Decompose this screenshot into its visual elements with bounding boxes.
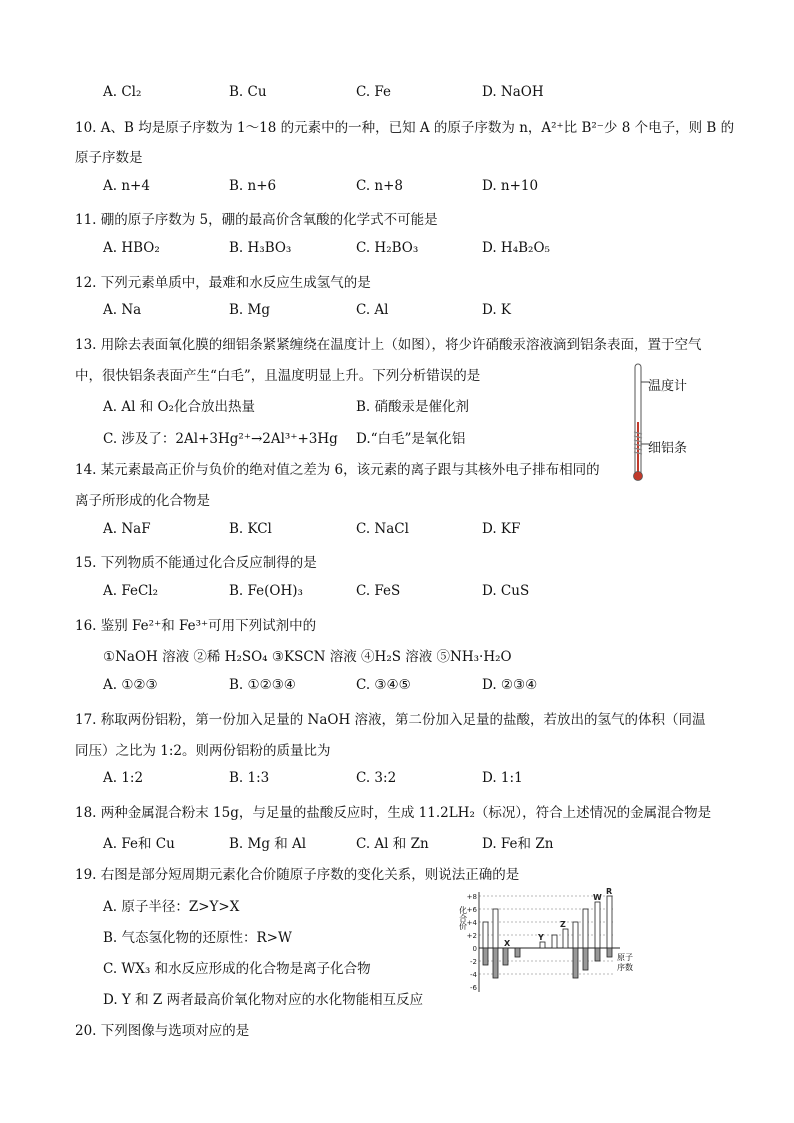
q11-option-c: C. H₂BO₃	[356, 240, 419, 256]
q15-option-b: B. Fe(OH)₃	[229, 583, 303, 599]
q14-option-a: A. NaF	[103, 521, 151, 537]
q19-option-d: D. Y 和 Z 两者最高价氧化物对应的水化物能相互反应	[103, 992, 424, 1008]
thermometer-label: 温度计	[648, 379, 688, 394]
q16-option-b: B. ①②③④	[229, 677, 296, 693]
q11-option-b: B. H₃BO₃	[229, 240, 292, 256]
q18-option-b: B. Mg 和 Al	[229, 836, 307, 852]
valence-chart-xlabel-1: 原子	[617, 953, 633, 962]
valence-chart-ylabel: 化合价	[458, 906, 468, 930]
q18-stem: 18. 两种金属混合粉末 15g，与足量的盐酸反应时，生成 11.2LH₂（标况），符合上述情况的金属混合物是	[75, 805, 712, 821]
q10-option-b: B. n+6	[229, 178, 277, 194]
q12-option-a: A. Na	[103, 302, 142, 318]
q13-option-b: B. 硝酸汞是催化剂	[356, 399, 470, 415]
point-label-r: R	[606, 888, 613, 896]
tick-label: -6	[470, 984, 477, 992]
q14-option-b: B. KCl	[229, 521, 272, 537]
q17-option-a: A. 1:2	[103, 770, 144, 786]
q12-option-b: B. Mg	[229, 302, 270, 318]
q10-option-c: C. n+8	[356, 178, 404, 194]
q12-option-d: D. K	[482, 302, 512, 318]
q12-stem: 12. 下列元素单质中，最难和水反应生成氢气的是	[75, 275, 371, 291]
q10-option-a: A. n+4	[103, 178, 150, 194]
q16-stem: 16. 鉴别 Fe²⁺和 Fe³⁺可用下列试剂中的	[75, 618, 317, 634]
tick-label: +6	[466, 906, 477, 914]
q15-option-c: C. FeS	[356, 583, 401, 599]
q14-option-d: D. KF	[482, 521, 521, 537]
q9-option-a: A. Cl₂	[103, 84, 142, 100]
q19-option-c: C. WX₃ 和水反应形成的化合物是离子化合物	[103, 961, 371, 977]
q19-stem: 19. 右图是部分短周期元素化合价随原子序数的变化关系，则说法正确的是	[75, 867, 520, 883]
q16-option-a: A. ①②③	[103, 677, 158, 693]
q13-stem-line1: 13. 用除去表面氧化膜的细铝条紧紧缠绕在温度计上（如图），将少许硝酸汞溶液滴到铝条表面，置于空气	[75, 337, 702, 353]
q17-option-c: C. 3:2	[356, 770, 397, 786]
q14-option-c: C. NaCl	[356, 521, 409, 537]
q10-stem-line2: 原子序数是	[75, 150, 143, 166]
tick-label: +2	[466, 932, 477, 940]
q12-option-c: C. Al	[356, 302, 389, 318]
q13-option-d: D.“白毛”是氧化铝	[356, 431, 466, 447]
point-label-y: Y	[538, 933, 544, 942]
q10-stem-line1: 10. A、B 均是原子序数为 1～18 的元素中的一种，已知 A 的原子序数为 n，A²⁺比 B²⁻少 8 个电子，则 B 的	[75, 120, 735, 136]
q11-option-d: D. H₄B₂O₅	[482, 240, 550, 256]
tick-label: -2	[470, 958, 477, 966]
q16-reagents: ①NaOH 溶液 ②稀 H₂SO₄ ③KSCN 溶液 ④H₂S 溶液 ⑤NH₃·H₂O	[103, 649, 512, 665]
q14-stem-line2: 离子所形成的化合物是	[75, 493, 210, 509]
q18-option-d: D. Fe和 Zn	[482, 836, 554, 852]
q15-stem: 15. 下列物质不能通过化合反应制得的是	[75, 555, 317, 571]
q19-option-a: A. 原子半径：Z>Y>X	[103, 899, 240, 915]
point-label-z: Z	[560, 920, 566, 929]
q10-option-d: D. n+10	[482, 178, 539, 194]
q15-option-d: D. CuS	[482, 583, 530, 599]
point-label-w: W	[593, 893, 602, 902]
tick-label: -4	[470, 971, 477, 979]
valence-chart	[455, 888, 640, 1000]
q16-option-d: D. ②③④	[482, 677, 538, 693]
q13-option-a: A. Al 和 O₂化合放出热量	[103, 399, 255, 415]
aluminum-strip-label: 细铝条	[648, 441, 688, 456]
q17-option-d: D. 1:1	[482, 770, 523, 786]
q17-option-b: B. 1:3	[229, 770, 270, 786]
tick-label: +4	[466, 919, 477, 927]
q15-option-a: A. FeCl₂	[103, 583, 159, 599]
tick-label: +8	[466, 893, 477, 901]
q19-option-b: B. 气态氢化物的还原性：R>W	[103, 930, 292, 946]
q11-option-a: A. HBO₂	[103, 240, 160, 256]
tick-label: 0	[472, 945, 477, 953]
q11-stem: 11. 硼的原子序数为 5，硼的最高价含氧酸的化学式不可能是	[75, 212, 438, 228]
q9-option-b: B. Cu	[229, 84, 267, 100]
q9-option-d: D. NaOH	[482, 84, 544, 100]
q17-stem-line1: 17. 称取两份铝粉，第一份加入足量的 NaOH 溶液，第二份加入足量的盐酸，若放出的氢气的体积（同温	[75, 712, 706, 728]
q18-option-a: A. Fe和 Cu	[103, 836, 175, 852]
q13-stem-line2: 中，很快铝条表面产生“白毛”，且温度明显上升。下列分析错误的是	[75, 368, 481, 384]
q9-option-c: C. Fe	[356, 84, 392, 100]
q13-option-c: C. 涉及了：2Al+3Hg²⁺→2Al³⁺+3Hg	[103, 431, 338, 447]
q18-option-c: C. Al 和 Zn	[356, 836, 429, 852]
q14-stem-line1: 14. 某元素最高正价与负价的绝对值之差为 6，该元素的离子跟与其核外电子排布相同的	[75, 462, 600, 478]
valence-chart-xlabel-2: 序数	[617, 963, 633, 972]
q17-stem-line2: 同压）之比为 1:2。则两份铝粉的质量比为	[75, 743, 331, 759]
q20-stem: 20. 下列图像与选项对应的是	[75, 1023, 250, 1039]
point-label-x: X	[504, 939, 511, 948]
q16-option-c: C. ③④⑤	[356, 677, 411, 693]
